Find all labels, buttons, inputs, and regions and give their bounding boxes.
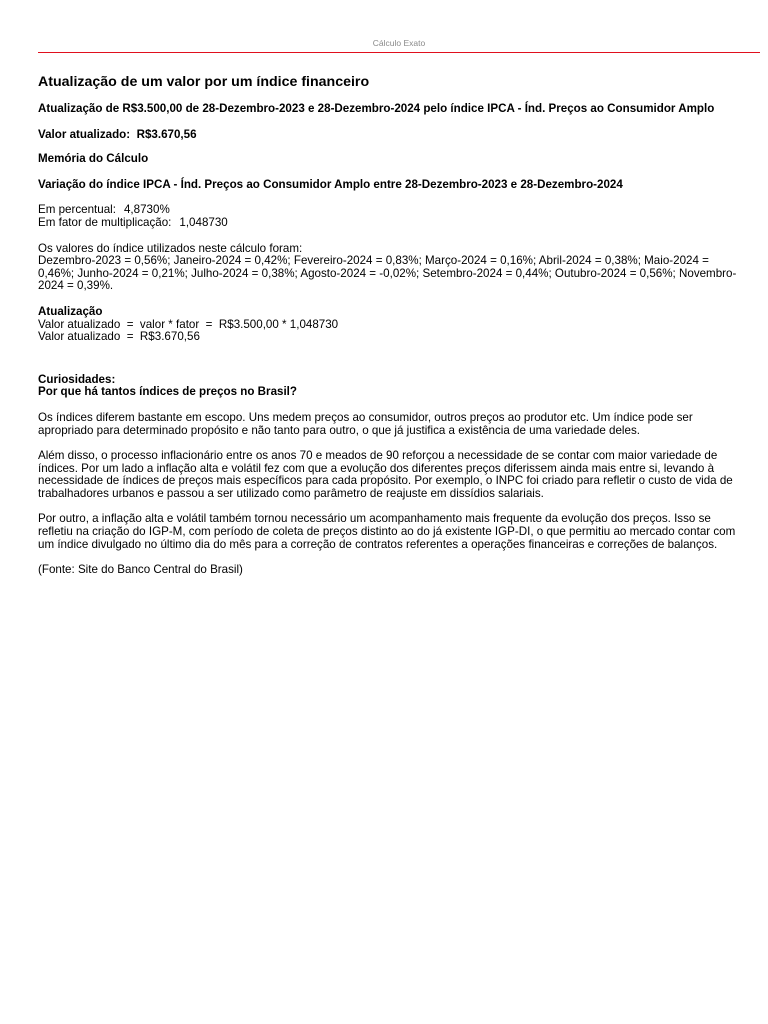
index-intro: Os valores do índice utilizados neste cálculo foram: [38, 241, 303, 255]
result-line: Valor atualizado = R$3.670,56 [38, 330, 200, 344]
index-values: Dezembro-2023 = 0,56%; Janeiro-2024 = 0,42%; Fevereiro-2024 = 0,83%; Março-2024 = 0,16%; Abril-2024 = 0,38%; Maio-2024 = 0,46%; Junho-2024 = 0,21%; Julho-2024 = 0,38%; Agosto-2024 = -0,02%; Setembro-2024 = 0,44%; Outubro-2024 = 0,56%; Novembro-2024 = 0,39%. [38, 254, 737, 293]
header-title: Cálculo Exato [372, 38, 426, 48]
variation-heading: Variação do índice IPCA - Índ. Preços ao Consumidor Amplo entre 28-Dezembro-2023 e 28-Dezembro-2024 [38, 177, 623, 191]
curiosities-paragraph: Os índices diferem bastante em escopo. Uns medem preços ao consumidor, outros preços ao produtor etc. Um índice pode ser apropriado para determinado propósito e não tanto para outro, o que já justifica a existência de uma variedade deles. [38, 410, 693, 437]
factor-label: Em fator de multiplicação: [38, 215, 172, 229]
percent-label: Em percentual: [38, 203, 116, 217]
curiosities-paragraph: Além disso, o processo inflacionário entre os anos 70 e meados de 90 reforçou a necessidade de se contar com maior variedade de índices. Por um lado a inflação alta e volátil fez com que a evolução dos diferentes preços diferissem ainda mais entre si, levando à necessidade de índices de preços mais específicos para cada propósito. Por exemplo, o INPC foi criado para refletir o custo de vida de trabalhadores urbanos e passou a ser utilizado como parâmetro de reajuste em dissídios salariais. [38, 449, 733, 500]
memory-heading: Memória do Cálculo [38, 152, 149, 166]
page-title: Atualização de um valor por um índice financeiro [38, 74, 370, 90]
updated-value-summary [38, 129, 738, 142]
percent-value: 4,8730% [123, 203, 170, 217]
updated-value-label: Valor atualizado: [38, 127, 131, 141]
curiosities-question: Por que há tantos índices de preços no Brasil? [38, 385, 297, 399]
factor-value: 1,048730 [179, 215, 228, 229]
calculation-subtitle: Atualização de R$3.500,00 de 28-Dezembro-2023 e 28-Dezembro-2024 pelo índice IPCA - Índ. Preços ao Consumidor Amplo [38, 102, 715, 115]
formula-line: Valor atualizado = valor * fator = R$3.500,00 * 1,048730 [38, 317, 339, 331]
document-content [38, 74, 738, 577]
factor-line [38, 217, 738, 230]
update-heading: Atualização [38, 304, 103, 318]
curiosities-paragraph: Por outro, a inflação alta e volátil também tornou necessário um acompanhamento mais frequente da evolução dos preços. Isso se refletiu na criação do IGP-M, com período de coleta de preços distinto ao do já existente IGP-DI, o que permitiu ao mercado contar com um índice divulgado no último dia do mês para a correção de contratos referentes a operações financeiras e correções de balanços. [38, 512, 736, 551]
source-citation: (Fonte: Site do Banco Central do Brasil) [38, 563, 243, 577]
header-divider [38, 52, 760, 53]
updated-value: R$3.670,56 [136, 127, 197, 141]
curiosities-heading: Curiosidades: [38, 372, 116, 386]
